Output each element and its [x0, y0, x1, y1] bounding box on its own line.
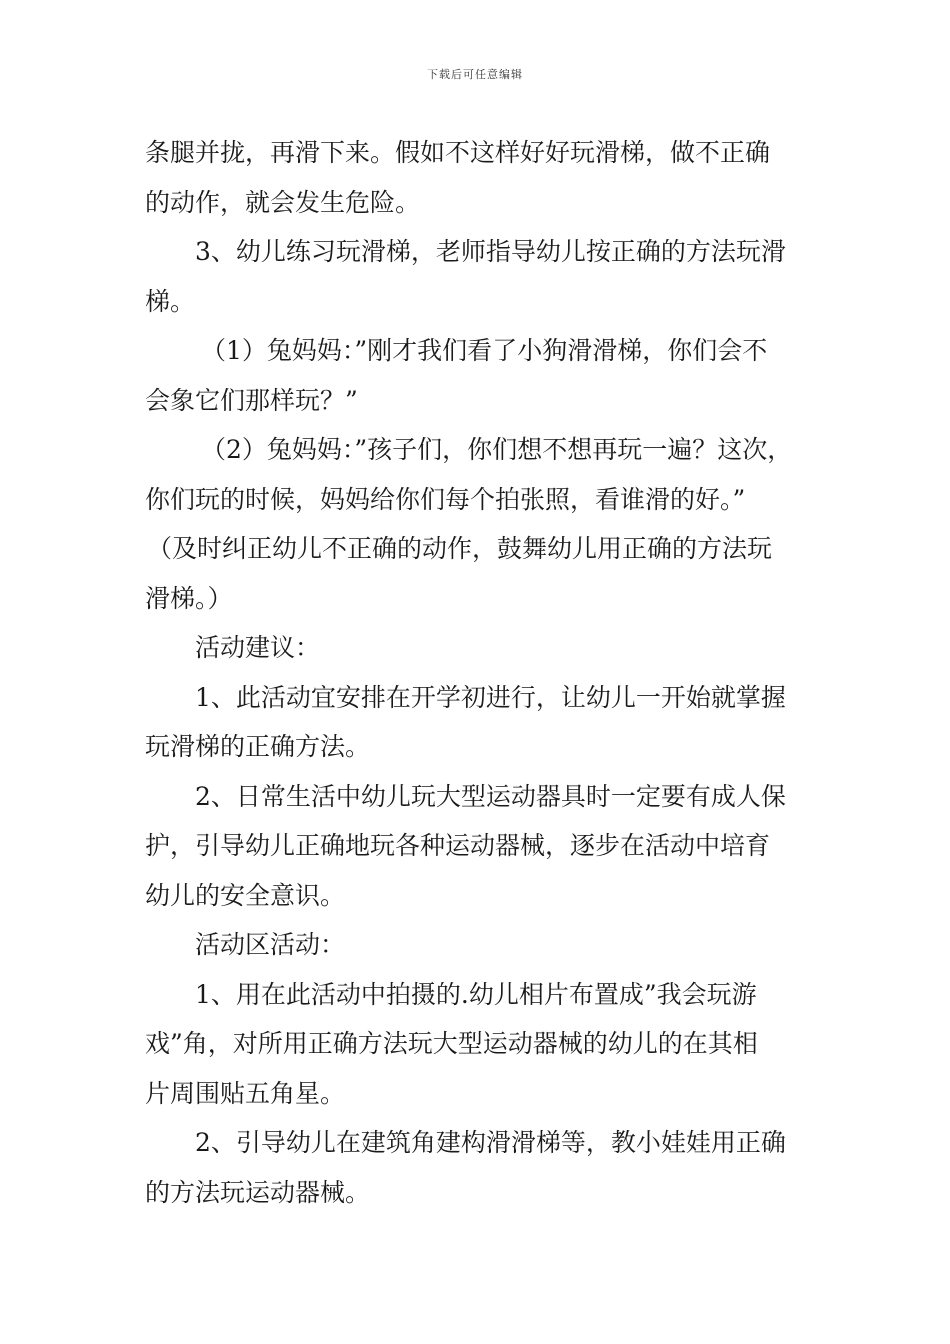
text-line: 的方法玩运动器械。 [145, 1177, 371, 1207]
text-line: 玩滑梯的正确方法。 [145, 732, 371, 761]
text-line: （2）兔妈妈：”孩子们，你们想不想再玩一遍？这次， [201, 435, 793, 464]
text-line: 1、此活动宜安排在开学初进行，让幼儿一开始就掌握 [195, 682, 786, 712]
text-line: 滑梯。） [145, 583, 233, 613]
text-line: 3、幼儿练习玩滑梯，老师指导幼儿按正确的方法玩滑 [195, 237, 786, 266]
text-line: 会象它们那样玩？” [145, 385, 358, 415]
text-line: 片周围贴五角星。 [145, 1078, 346, 1108]
text-line: 护，引导幼儿正确地玩各种运动器械，逐步在活动中培育 [145, 831, 771, 860]
section-heading: 活动建议： [195, 633, 321, 662]
text-line: （1）兔妈妈：”刚才我们看了小狗滑滑梯，你们会不 [201, 336, 768, 365]
text-line: 条腿并拢，再滑下来。假如不这样好好玩滑梯，做不正确 [145, 138, 771, 167]
document-body [145, 128, 817, 1217]
text-line: （及时纠正幼儿不正确的动作，鼓舞幼儿用正确的方法玩 [147, 534, 773, 563]
text-line: 戏”角，对所用正确方法玩大型运动器械的幼儿的在其相 [145, 1029, 758, 1058]
text-line: 梯。 [145, 286, 196, 316]
text-line: 2、日常生活中幼儿玩大型运动器具时一定要有成人保 [195, 781, 786, 811]
page-header: 下载后可任意编辑 [427, 68, 523, 81]
text-line: 你们玩的时候，妈妈给你们每个拍张照，看谁滑的好。” [145, 484, 746, 514]
text-line: 1、用在此活动中拍摄的.幼儿相片布置成”我会玩游 [195, 979, 757, 1009]
text-line: 的动作，就会发生危险。 [145, 187, 421, 217]
text-line: 幼儿的安全意识。 [145, 880, 346, 910]
text-line: 2、引导幼儿在建筑角建构滑滑梯等，教小娃娃用正确 [195, 1128, 786, 1157]
section-heading: 活动区活动： [195, 930, 346, 959]
